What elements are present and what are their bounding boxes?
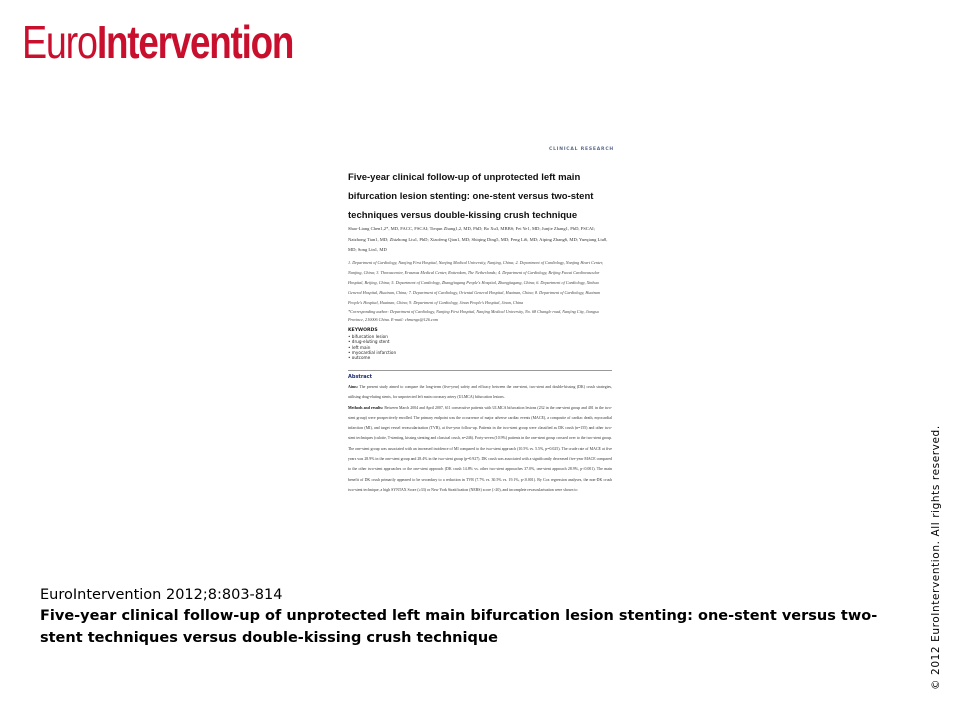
keyword-item: • bifurcation lesion [348,334,388,339]
abstract-aims-text: The present study aimed to compare the long-term (five-year) safety and efficacy between the one-stent, two-stent and double-kissing (DK) crush strategies, utilising drug-eluting stents, for unprotected left main coronary artery (ULMCA) bifurcation lesions. [348,385,612,400]
thumbnail-abstract-body [348,382,612,495]
citation-block [40,585,900,649]
citation-title: Five-year clinical follow-up of unprotected left main bifurcation lesion stenting: one-stent versus two-stent techniques versus double-kissing crush technique [40,608,878,646]
eurointervention-logo [22,14,342,70]
abstract-methods-text: Between March 2004 and April 2007, 611 consecutive patients with ULMCA bifurcation lesions (232 in the one-stent group and 401 in the two-stent group) were prospectively enrolled. The primary endpoint was the occurrence of major adverse cardiac events (MACE), a composite of cardiac death, myocardial infarction (MI), and target vessel revascularisation (TVR), at five-year follow-up. Patients in the two-stent group were classified as DK crush (n=155) and other two-stent techniques (culotte, T-stenting, kissing stenting and classical crush, n=246). Forty-seven (10.9%) patients in the one-stent group crossed over to the two-stent group. The one-stent group was associated with an increased incidence of MI compared to the two-stent approach (10.5% vs. 5.5%, p=0.025). The crude rate of MACE at five years was 28.9% in the one-stent group and 28.4% in the two-stent group (p=0.927). DK crush was associated with a significantly decreased five-year MACE compared to the other two-stent approaches or the one-stent approach (DK crush 14.8% vs. other two-stent approaches 37.0%, one-stent approach 28.9%, p<0.001). The main benefit of DK crush primarily appeared to be secondary to a reduction in TVR (7.7% vs. 30.5% vs. 19.1%, p<0.001). By Cox regression analyses, the non-DK crush two-stent technique, a high SYNTAX Score (≥33) or New York Stratification (NERS) score (>20), and incomplete revascularisation were shown to [348,405,612,492]
article-first-page-thumbnail [338,140,620,506]
thumbnail-title: Five-year clinical follow-up of unprotected left main bifurcation lesion stenting: one-stent versus two-stent techniques versus double-kissing crush technique [348,172,594,221]
thumbnail-authors: Shao-Liang Chen1,2*, MD, FACC, FSCAI; Tiequn Zhang1,2, MD, PhD; Bo Xu3, MBBS; Fei Ye1, MD; Junjie Zhang1, PhD, FSCAI; Naizhong Tian1, MD; Zhizhong Liu1, PhD; Xiaofeng Qian1, MD; Shiqing Ding5, MD; Feng Li6, MD; Aiping Zhang6, MD; Yueqiang Liu8, MD; Song Lin1, MD [348,226,608,252]
keyword-item: • myocardial infarction [348,349,397,355]
keyword-item: • left main [348,344,371,350]
abstract-methods-label: Methods and results: [348,405,384,410]
logo-bold-text: Intervention [97,16,294,68]
keyword-item: • outcome [348,355,371,361]
copyright-notice: © 2012 EuroIntervention. All rights reserved. [930,425,942,690]
thumbnail-keywords-list [348,334,396,360]
thumbnail-section-label: CLINICAL RESEARCH [549,147,614,152]
abstract-divider [348,370,612,371]
logo-light-text: Euro [22,16,97,68]
abstract-aims-label: Aims: [348,385,358,389]
citation-reference: EuroIntervention 2012;8:803-814 [40,587,283,603]
thumbnail-affiliations: 1. Department of Cardiology, Nanjing First Hospital, Nanjing Medical University, Nanjing, China; 2. Department of Cardiology, Nanjing Heart Center, Nanjing, China; 3. Thoraxcenter, Erasmus Medical Center, Rotterdam, The Netherlands; 4. Department of Cardiology, Beijing Fuwai Cardiovascular Hospital, Beijing, China; 5. Department of Cardiology, Zhangjiagang People's Hospital, Zhangjiagang, China; 6. Department of Cardiology, Xinhua General Hospital, Huainan, China; 7. Department of Cardiology, Oriental General Hospital, Huainan, China; 8. Department of Cardiology, Huainan People's Hospital, Huainan, China; 9. Department of Cardiology, Jinan People's Hospital, Jinan, China [348,260,604,305]
thumbnail-keywords-heading: KEYWORDS [348,328,378,333]
thumbnail-corresponding-author: *Corresponding author: Department of Cardiology, Nanjing First Hospital, Nanjing Medical University, No. 68 Changle road, Nanjing City, Jiangsu Province, 210006 China. E-mail: chmengx@126.com [348,309,599,322]
keyword-item: • drug-eluting stent [348,339,390,345]
thumbnail-abstract-heading: Abstract [348,374,373,380]
